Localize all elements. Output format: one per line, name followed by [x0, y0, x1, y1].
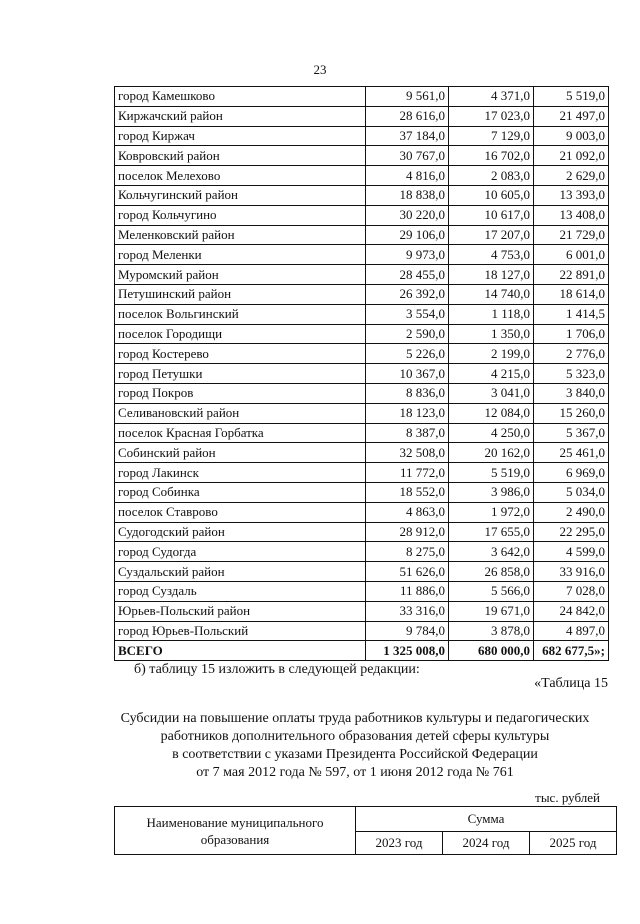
table-row [115, 601, 609, 621]
value-2023-cell: 28 616,0 [366, 106, 449, 126]
subsidy-title-line: Субсидии на повышение оплаты труда работников культуры и педагогических [120, 711, 590, 726]
value-2025-cell: 5 367,0 [534, 423, 609, 443]
table-row [115, 542, 609, 562]
table-row [115, 383, 609, 403]
table-row [115, 403, 609, 423]
total-row [115, 641, 609, 661]
table-row [115, 443, 609, 463]
municipality-name-cell: Муромский район [115, 265, 366, 285]
value-2024-cell: 12 084,0 [449, 403, 534, 423]
value-2024-cell: 4 371,0 [449, 87, 534, 107]
value-2023-cell: 18 838,0 [366, 185, 449, 205]
value-2024-cell: 680 000,0 [449, 641, 534, 661]
municipality-name-cell: город Кольчугино [115, 205, 366, 225]
municipality-name-cell: город Меленки [115, 245, 366, 265]
table-row [115, 502, 609, 522]
municipality-name-cell: город Собинка [115, 482, 366, 502]
municipality-name-cell: поселок Ставрово [115, 502, 366, 522]
table-row [115, 126, 609, 146]
value-2023-cell: 30 767,0 [366, 146, 449, 166]
municipality-name-cell: город Камешково [115, 87, 366, 107]
value-2025-cell: 15 260,0 [534, 403, 609, 423]
table-row [115, 324, 609, 344]
table-row [115, 344, 609, 364]
value-2025-cell: 22 295,0 [534, 522, 609, 542]
value-2025-cell: 6 969,0 [534, 463, 609, 483]
table-15-label: «Таблица 15 [534, 676, 608, 691]
municipality-name-cell: город Покров [115, 383, 366, 403]
municipality-name-cell: Киржачский район [115, 106, 366, 126]
value-2024-cell: 4 250,0 [449, 423, 534, 443]
header-name-column: Наименование муниципального образования [115, 807, 356, 855]
value-2023-cell: 4 863,0 [366, 502, 449, 522]
table-row [115, 284, 609, 304]
value-2025-cell: 24 842,0 [534, 601, 609, 621]
value-2024-cell: 14 740,0 [449, 284, 534, 304]
value-2025-cell: 18 614,0 [534, 284, 609, 304]
table-15-header [114, 806, 617, 855]
value-2024-cell: 18 127,0 [449, 265, 534, 285]
table-row [115, 364, 609, 384]
value-2023-cell: 30 220,0 [366, 205, 449, 225]
table-row [115, 245, 609, 265]
table-row [115, 146, 609, 166]
table-row [115, 562, 609, 582]
municipality-name-cell: Юрьев-Польский район [115, 601, 366, 621]
value-2024-cell: 10 605,0 [449, 185, 534, 205]
subsidy-data-table [114, 86, 609, 661]
value-2023-cell: 32 508,0 [366, 443, 449, 463]
municipality-name-cell: Суздальский район [115, 562, 366, 582]
value-2025-cell: 13 408,0 [534, 205, 609, 225]
units-label: тыс. рублей [535, 790, 600, 805]
value-2023-cell: 37 184,0 [366, 126, 449, 146]
municipality-name-cell: Ковровский район [115, 146, 366, 166]
value-2025-cell: 1 414,5 [534, 304, 609, 324]
municipality-name-cell: Меленковский район [115, 225, 366, 245]
value-2023-cell: 29 106,0 [366, 225, 449, 245]
municipality-name-cell: город Петушки [115, 364, 366, 384]
value-2024-cell: 5 519,0 [449, 463, 534, 483]
value-2025-cell: 25 461,0 [534, 443, 609, 463]
value-2025-cell: 2 490,0 [534, 502, 609, 522]
value-2024-cell: 2 199,0 [449, 344, 534, 364]
municipality-name-cell: Судогодский район [115, 522, 366, 542]
municipality-name-cell: Кольчугинский район [115, 185, 366, 205]
municipality-name-cell: Петушинский район [115, 284, 366, 304]
value-2025-cell: 5 034,0 [534, 482, 609, 502]
table-row [115, 166, 609, 186]
subsidy-title-line: в соответствии с указами Президента Российской Федерации [172, 747, 538, 762]
subsidy-title [80, 710, 630, 782]
value-2024-cell: 10 617,0 [449, 205, 534, 225]
value-2025-cell: 682 677,5»; [534, 641, 609, 661]
value-2023-cell: 9 784,0 [366, 621, 449, 641]
value-2024-cell: 7 129,0 [449, 126, 534, 146]
municipality-name-cell: город Костерево [115, 344, 366, 364]
table-row [115, 522, 609, 542]
table-row [115, 621, 609, 641]
value-2024-cell: 5 566,0 [449, 581, 534, 601]
value-2024-cell: 16 702,0 [449, 146, 534, 166]
subsidy-title-line: работников дополнительного образования детей сферы культуры [160, 729, 550, 744]
value-2025-cell: 9 003,0 [534, 126, 609, 146]
value-2024-cell: 3 642,0 [449, 542, 534, 562]
header-year-2024: 2024 год [443, 832, 530, 855]
value-2023-cell: 18 123,0 [366, 403, 449, 423]
table-row [115, 205, 609, 225]
value-2025-cell: 21 092,0 [534, 146, 609, 166]
value-2024-cell: 1 118,0 [449, 304, 534, 324]
value-2025-cell: 1 706,0 [534, 324, 609, 344]
value-2025-cell: 22 891,0 [534, 265, 609, 285]
value-2024-cell: 4 753,0 [449, 245, 534, 265]
value-2023-cell: 18 552,0 [366, 482, 449, 502]
municipality-name-cell: город Юрьев-Польский [115, 621, 366, 641]
municipality-name-cell: город Суздаль [115, 581, 366, 601]
header-year-2025: 2025 год [530, 832, 617, 855]
value-2024-cell: 3 986,0 [449, 482, 534, 502]
value-2023-cell: 51 626,0 [366, 562, 449, 582]
value-2023-cell: 3 554,0 [366, 304, 449, 324]
value-2023-cell: 4 816,0 [366, 166, 449, 186]
table-row [115, 423, 609, 443]
municipality-name-cell: город Киржач [115, 126, 366, 146]
value-2023-cell: 9 973,0 [366, 245, 449, 265]
municipality-name-cell: поселок Мелехово [115, 166, 366, 186]
value-2024-cell: 20 162,0 [449, 443, 534, 463]
value-2024-cell: 4 215,0 [449, 364, 534, 384]
municipality-name-cell: ВСЕГО [115, 641, 366, 661]
value-2023-cell: 28 455,0 [366, 265, 449, 285]
table-row [115, 106, 609, 126]
table-row [115, 87, 609, 107]
value-2024-cell: 1 972,0 [449, 502, 534, 522]
municipality-name-cell: город Лакинск [115, 463, 366, 483]
subsidy-title-line: от 7 мая 2012 года № 597, от 1 июня 2012 года № 761 [196, 765, 514, 780]
header-sum-column: Сумма [356, 807, 617, 832]
value-2025-cell: 2 629,0 [534, 166, 609, 186]
table-row [115, 581, 609, 601]
value-2024-cell: 2 083,0 [449, 166, 534, 186]
value-2024-cell: 3 041,0 [449, 383, 534, 403]
value-2025-cell: 13 393,0 [534, 185, 609, 205]
value-2025-cell: 3 840,0 [534, 383, 609, 403]
value-2024-cell: 1 350,0 [449, 324, 534, 344]
value-2025-cell: 4 599,0 [534, 542, 609, 562]
value-2023-cell: 33 316,0 [366, 601, 449, 621]
value-2025-cell: 4 897,0 [534, 621, 609, 641]
value-2023-cell: 11 886,0 [366, 581, 449, 601]
municipality-name-cell: Селивановский район [115, 403, 366, 423]
value-2025-cell: 6 001,0 [534, 245, 609, 265]
table-row [115, 185, 609, 205]
value-2024-cell: 17 655,0 [449, 522, 534, 542]
value-2023-cell: 10 367,0 [366, 364, 449, 384]
value-2024-cell: 19 671,0 [449, 601, 534, 621]
municipality-name-cell: Собинский район [115, 443, 366, 463]
municipality-name-cell: город Судогда [115, 542, 366, 562]
municipality-name-cell: поселок Городищи [115, 324, 366, 344]
value-2023-cell: 5 226,0 [366, 344, 449, 364]
value-2025-cell: 5 519,0 [534, 87, 609, 107]
value-2023-cell: 26 392,0 [366, 284, 449, 304]
value-2023-cell: 8 387,0 [366, 423, 449, 443]
value-2024-cell: 26 858,0 [449, 562, 534, 582]
table-row [115, 463, 609, 483]
value-2025-cell: 2 776,0 [534, 344, 609, 364]
value-2023-cell: 1 325 008,0 [366, 641, 449, 661]
table-row [115, 265, 609, 285]
municipality-name-cell: поселок Красная Горбатка [115, 423, 366, 443]
value-2024-cell: 17 207,0 [449, 225, 534, 245]
value-2023-cell: 8 275,0 [366, 542, 449, 562]
value-2024-cell: 3 878,0 [449, 621, 534, 641]
value-2025-cell: 7 028,0 [534, 581, 609, 601]
value-2025-cell: 33 916,0 [534, 562, 609, 582]
municipality-name-cell: поселок Вольгинский [115, 304, 366, 324]
table-row [115, 304, 609, 324]
value-2023-cell: 9 561,0 [366, 87, 449, 107]
value-2023-cell: 28 912,0 [366, 522, 449, 542]
page-number: 23 [313, 62, 327, 77]
value-2024-cell: 17 023,0 [449, 106, 534, 126]
value-2023-cell: 8 836,0 [366, 383, 449, 403]
header-year-2023: 2023 год [356, 832, 443, 855]
amendment-line-b: б) таблицу 15 изложить в следующей редакции: [134, 662, 420, 677]
value-2025-cell: 5 323,0 [534, 364, 609, 384]
table-row [115, 482, 609, 502]
table-row [115, 225, 609, 245]
value-2025-cell: 21 497,0 [534, 106, 609, 126]
value-2023-cell: 11 772,0 [366, 463, 449, 483]
value-2023-cell: 2 590,0 [366, 324, 449, 344]
value-2025-cell: 21 729,0 [534, 225, 609, 245]
